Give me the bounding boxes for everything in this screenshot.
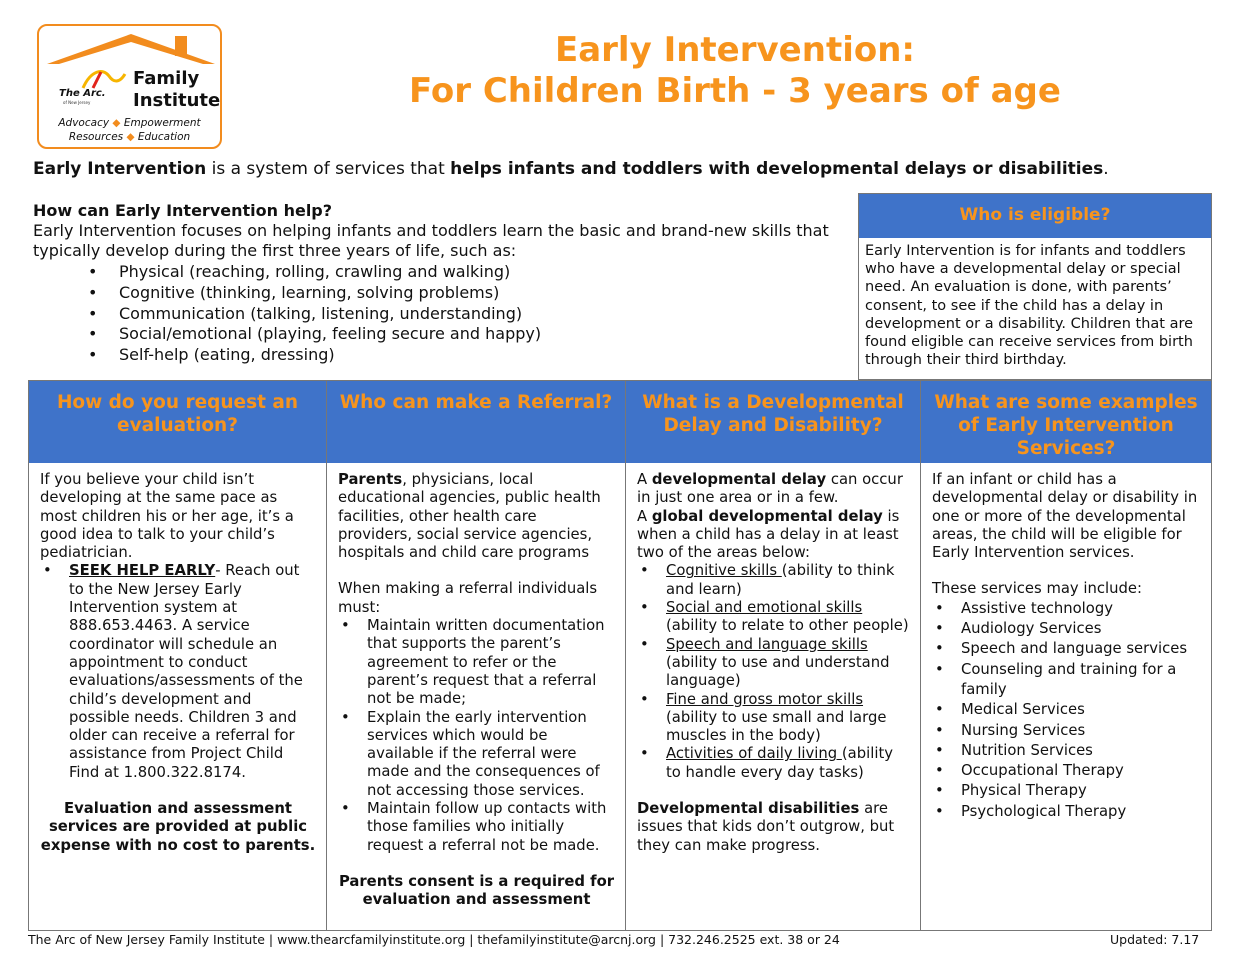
column-heading: What are some examples of Early Intervention Services? — [934, 392, 1198, 459]
skill-name: Social and emotional skills — [666, 599, 863, 617]
intro-sentence — [33, 159, 1109, 179]
col3-bold-2: global developmental delay — [651, 507, 883, 525]
logo-family-institute — [133, 68, 220, 112]
list-item — [40, 562, 316, 782]
list-item: • Speech and language services — [932, 639, 1201, 659]
column-heading: How do you request an evaluation? — [56, 392, 299, 436]
column-services — [920, 381, 1211, 930]
list-item: • Nursing Services — [932, 721, 1201, 741]
list-item: • Explain the early intervention services which would be available if the referral were made and the consequences of not accessing those services. — [338, 709, 615, 800]
logo-tagline-1: Advocacy ◆ Empowerment — [58, 117, 201, 129]
column-referral — [326, 381, 625, 930]
skill-name: Speech and language skills — [666, 635, 868, 653]
list-item — [637, 562, 910, 599]
page-title — [260, 30, 1210, 112]
list-item — [637, 636, 910, 691]
list-item: • Maintain follow up contacts with those families who initially request a referral not be made. — [338, 800, 615, 855]
col3-a1: A — [637, 471, 652, 488]
list-item: • Maintain written documentation that supports the parent’s agreement to refer or the parent’s request that a referral not be made; — [338, 617, 615, 708]
list-item — [637, 691, 910, 746]
col3-bold-1: developmental delay — [651, 471, 827, 488]
col4-paragraph-1: If an infant or child has a developmental delay or disability in one or more of the developmental areas, the child will be eligible for Early Intervention services. — [932, 471, 1198, 562]
intro-plain: is a system of services that — [206, 159, 451, 179]
list-item — [637, 745, 910, 782]
skill-name: Cognitive skills — [666, 562, 782, 580]
skill-desc: (ability to use and understand language) — [666, 653, 890, 690]
column-body — [29, 463, 326, 855]
logo-family: Family — [133, 68, 200, 89]
intro-bold-2: helps infants and toddlers with developmental delays or disabilities — [450, 159, 1104, 179]
col2-list — [338, 617, 615, 855]
col2-paragraph-1 — [338, 471, 615, 562]
list-item: • Medical Services — [932, 700, 1201, 720]
skill-desc: (ability to think and learn) — [666, 562, 895, 598]
list-item: • Cognitive (thinking, learning, solving problems) — [88, 283, 541, 304]
col3-list — [637, 562, 910, 782]
col3-rest-1: can occur in just one area or in a few. — [637, 471, 903, 507]
eligibility-box — [858, 193, 1212, 380]
col1-list — [40, 562, 316, 782]
skill-name: Fine and gross motor skills — [666, 690, 864, 708]
eligibility-body: Early Intervention is for infants and toddlers who have a developmental delay or special need. An evaluation is done, with parents’ consent, to see if the child has a delay in development or a disability. Children that are found eligible can receive services from birth through their third birthday. — [865, 243, 1194, 369]
skills-list — [88, 262, 541, 366]
column-heading: What is a Developmental Delay and Disability? — [642, 392, 904, 436]
services-list — [932, 599, 1201, 822]
list-item: • Social/emotional (playing, feeling secure and happy) — [88, 324, 541, 345]
arc-logo-text: The Arc. — [59, 88, 106, 99]
list-item: • Communication (talking, listening, understanding) — [88, 304, 541, 325]
house-roof-icon — [43, 30, 219, 70]
list-item — [637, 599, 910, 636]
logo-institute: Institute — [133, 90, 221, 111]
eligibility-heading: Who is eligible? — [859, 194, 1211, 238]
list-item: • Assistive technology — [932, 599, 1201, 619]
col3-a2: A — [637, 507, 652, 525]
skill-desc: (ability to relate to other people) — [666, 617, 909, 635]
help-paragraph: Early Intervention focuses on helping infants and toddlers learn the basic and brand-new skills that typically develop during the first three years of life, such as: — [33, 221, 829, 260]
skill-desc: (ability to handle every day tasks) — [666, 745, 894, 781]
col3-rest-2: is when a child has a delay in at least two of the areas below: — [637, 507, 900, 562]
col2-bold: Parents — [338, 471, 403, 488]
info-grid — [28, 380, 1212, 931]
updated-date: Updated: 7.17 — [1110, 932, 1200, 947]
family-institute-logo — [37, 24, 222, 149]
title-line-1: Early Intervention: — [554, 30, 916, 70]
col3-bold-3: Developmental disabilities — [637, 800, 860, 818]
tag-advocacy: Advocacy — [58, 117, 110, 129]
col2-paragraph-2: When making a referral individuals must: — [338, 580, 598, 616]
footer-contact: The Arc of New Jersey Family Institute | www.thearcfamilyinstitute.org | thefamilyinstitute@arcnj.org | 732.246.2525 ext. 38 or 24 — [28, 932, 840, 947]
column-body — [921, 463, 1211, 822]
column-heading: Who can make a Referral? — [339, 392, 613, 413]
col3-paragraph-3 — [637, 800, 910, 855]
skill-desc: (ability to use small and large muscles in the body) — [666, 708, 887, 745]
tag-empowerment: Empowerment — [123, 117, 201, 129]
logo-tagline-2: Resources ◆ Education — [68, 131, 191, 143]
col3-paragraph-2 — [637, 508, 910, 563]
list-item: • Physical Therapy — [932, 781, 1201, 801]
col2-closing: Parents consent is a required for evaluation and assessment — [338, 872, 615, 909]
title-line-2: For Children Birth - 3 years of age — [409, 71, 1061, 111]
list-item: • Psychological Therapy — [932, 802, 1201, 822]
col3-paragraph-1 — [637, 471, 910, 508]
intro-end: . — [1103, 159, 1109, 179]
tag-education: Education — [137, 131, 191, 143]
list-item: • Audiology Services — [932, 619, 1201, 639]
skill-name: Activities of daily living — [666, 745, 842, 763]
arc-logo-subtext: of New Jersey — [63, 100, 91, 105]
column-developmental-delay — [625, 381, 920, 930]
col1-closing: Evaluation and assessment services are provided at public expense with no cost to parents. — [40, 800, 316, 854]
col4-paragraph-2: These services may include: — [932, 580, 1142, 598]
list-item: • Counseling and training for a family — [932, 660, 1201, 701]
column-body — [626, 463, 920, 855]
col3-rest-3: are issues that kids don’t outgrow, but they can make progress. — [637, 800, 895, 854]
tag-resources: Resources — [68, 131, 124, 143]
list-item: • Occupational Therapy — [932, 761, 1201, 781]
seek-help-early-text: SEEK HELP EARLY — [69, 562, 216, 580]
list-item: • Nutrition Services — [932, 741, 1201, 761]
help-heading: How can Early Intervention help? — [33, 201, 333, 220]
column-request-evaluation — [29, 381, 326, 930]
list-item: • Physical (reaching, rolling, crawling and walking) — [88, 262, 541, 283]
col1-bullet-text: - Reach out to the New Jersey Early Intervention system at 888.653.4463. A service coordinator will schedule an appointment to conduct evaluations/assessments of the child’s development and possible needs. Children 3 and older can receive a referral for assistance from Project Child Find at 1.800.322.8174. — [69, 562, 303, 781]
intro-bold-1: Early Intervention — [33, 159, 207, 179]
col1-paragraph: If you believe your child isn’t developing at the same pace as most children his or her age, it’s a good idea to talk to your child’s pediatrician. — [40, 471, 294, 562]
column-body — [327, 463, 625, 910]
col2-rest: , physicians, local educational agencies, public health facilities, other health care providers, social service agencies, hospitals and child care programs — [338, 471, 601, 562]
list-item: • Self-help (eating, dressing) — [88, 345, 541, 366]
